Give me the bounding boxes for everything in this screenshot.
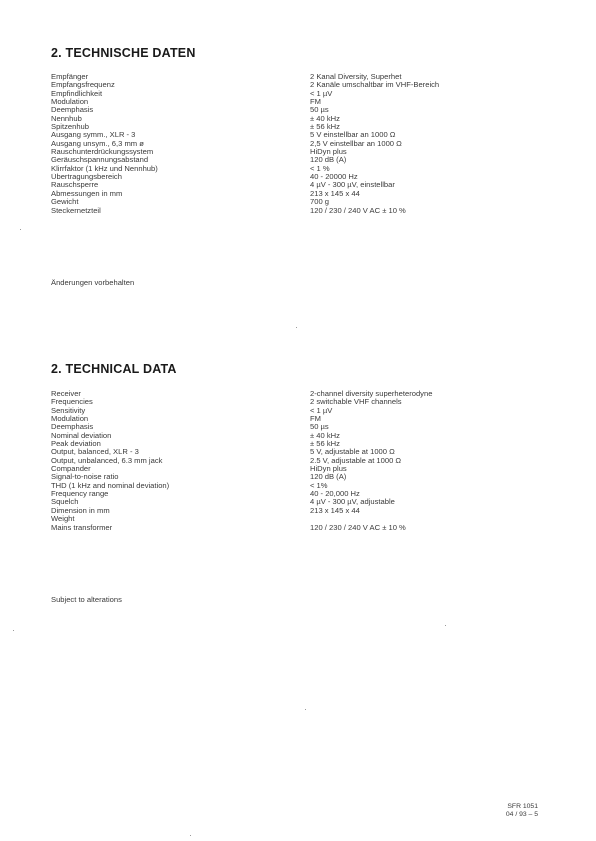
spec-label: Dimension in mm bbox=[51, 506, 110, 515]
spec-label: Empfangsfrequenz bbox=[51, 81, 115, 90]
spec-value: 5 V, adjustable at 1000 Ω bbox=[310, 448, 395, 457]
spec-row bbox=[51, 415, 551, 423]
spec-value: < 1 µV bbox=[310, 89, 333, 98]
spec-value: < 1 µV bbox=[310, 406, 333, 415]
spec-label: Sensitivity bbox=[51, 406, 86, 415]
spec-label: Ausgang symm., XLR - 3 bbox=[51, 131, 136, 140]
page-footer bbox=[506, 803, 538, 819]
spec-label: Empfänger bbox=[51, 73, 89, 81]
spec-value: ± 40 kHz bbox=[310, 114, 340, 123]
spec-label: Compander bbox=[51, 465, 91, 474]
spec-label: Rauschsperre bbox=[51, 181, 99, 190]
spec-value: 213 x 145 x 44 bbox=[310, 189, 360, 198]
spec-label: Übertragungsbereich bbox=[51, 173, 122, 182]
spec-value: HiDyn plus bbox=[310, 465, 347, 474]
spec-row bbox=[51, 515, 551, 523]
spec-row bbox=[51, 440, 551, 448]
spec-row bbox=[51, 73, 551, 81]
model-number: SFR 1051 bbox=[507, 803, 538, 810]
spec-row bbox=[51, 106, 551, 114]
english-section-heading: 2. TECHNICAL DATA bbox=[51, 362, 177, 376]
spec-label: Squelch bbox=[51, 498, 79, 507]
spec-label: Output, balanced, XLR - 3 bbox=[51, 448, 139, 457]
spec-label: Frequency range bbox=[51, 490, 109, 499]
german-spec-table bbox=[51, 73, 551, 215]
spec-value: ± 56 kHz bbox=[310, 123, 340, 132]
spec-label: Geräuschspannungsabstand bbox=[51, 156, 149, 165]
spec-value: HiDyn plus bbox=[310, 148, 347, 157]
spec-row bbox=[51, 432, 551, 440]
spec-row bbox=[51, 156, 551, 164]
spec-value: 700 g bbox=[310, 198, 330, 207]
spec-value: 2-channel diversity superheterodyne bbox=[310, 390, 433, 398]
page-number: 04 / 93 – 5 bbox=[505, 811, 538, 818]
spec-value: ± 56 kHz bbox=[310, 440, 340, 449]
spec-row bbox=[51, 181, 551, 189]
spec-row bbox=[51, 90, 551, 98]
english-spec-table bbox=[51, 390, 551, 532]
spec-value: 2 Kanal Diversity, Superhet bbox=[310, 73, 402, 81]
spec-label: Spitzenhub bbox=[51, 123, 89, 132]
spec-row bbox=[51, 207, 551, 215]
spec-row bbox=[51, 507, 551, 515]
spec-label: Nominal deviation bbox=[51, 431, 112, 440]
spec-value: 4 µV - 300 µV, einstellbar bbox=[310, 181, 395, 190]
spec-row bbox=[51, 115, 551, 123]
spec-row bbox=[51, 173, 551, 181]
spec-value: 50 µs bbox=[310, 423, 329, 432]
spec-row bbox=[51, 407, 551, 415]
spec-value: 2.5 V, adjustable at 1000 Ω bbox=[310, 456, 402, 465]
german-section-heading: 2. TECHNISCHE DATEN bbox=[51, 46, 196, 60]
scan-speck bbox=[445, 625, 446, 626]
spec-row bbox=[51, 98, 551, 106]
spec-row bbox=[51, 148, 551, 156]
spec-row bbox=[51, 190, 551, 198]
spec-value: FM bbox=[310, 98, 321, 107]
spec-row bbox=[51, 390, 551, 398]
spec-label: Gewicht bbox=[51, 198, 79, 207]
spec-label: Frequencies bbox=[51, 398, 93, 407]
spec-row bbox=[51, 465, 551, 473]
spec-row bbox=[51, 457, 551, 465]
spec-label: Empfindlichkeit bbox=[51, 89, 103, 98]
spec-label: THD (1 kHz and nominal deviation) bbox=[51, 481, 170, 490]
spec-row bbox=[51, 140, 551, 148]
spec-row bbox=[51, 131, 551, 139]
spec-label: Peak deviation bbox=[51, 440, 101, 449]
spec-value: < 1% bbox=[310, 481, 328, 490]
scan-speck bbox=[296, 327, 297, 328]
spec-label: Weight bbox=[51, 515, 75, 524]
spec-value: 2 Kanäle umschaltbar im VHF-Bereich bbox=[310, 81, 440, 90]
scan-speck bbox=[190, 835, 191, 836]
spec-row bbox=[51, 482, 551, 490]
spec-row bbox=[51, 448, 551, 456]
spec-value: 120 dB (A) bbox=[310, 473, 347, 482]
spec-row bbox=[51, 473, 551, 481]
spec-value: 4 µV - 300 µV, adjustable bbox=[310, 498, 395, 507]
spec-value: 120 / 230 / 240 V AC ± 10 % bbox=[310, 523, 406, 532]
spec-value: < 1 % bbox=[310, 164, 330, 173]
spec-label: Steckernetzteil bbox=[51, 206, 101, 215]
spec-label: Signal-to-noise ratio bbox=[51, 473, 119, 482]
spec-label: Modulation bbox=[51, 98, 89, 107]
spec-row bbox=[51, 123, 551, 131]
spec-row bbox=[51, 498, 551, 506]
spec-row bbox=[51, 81, 551, 89]
spec-row bbox=[51, 423, 551, 431]
english-change-note: Subject to alterations bbox=[51, 595, 122, 604]
spec-value: 5 V einstellbar an 1000 Ω bbox=[310, 131, 396, 140]
scan-speck bbox=[305, 709, 306, 710]
spec-label: Klirrfaktor (1 kHz und Nennhub) bbox=[51, 164, 158, 173]
spec-label: Modulation bbox=[51, 415, 89, 424]
spec-label: Nennhub bbox=[51, 114, 82, 123]
spec-value bbox=[310, 515, 551, 523]
spec-value: 2,5 V einstellbar an 1000 Ω bbox=[310, 139, 402, 148]
scan-speck bbox=[20, 229, 21, 230]
spec-row bbox=[51, 165, 551, 173]
spec-value: ± 40 kHz bbox=[310, 431, 340, 440]
spec-value: 213 x 145 x 44 bbox=[310, 506, 360, 515]
spec-row bbox=[51, 398, 551, 406]
spec-label: Receiver bbox=[51, 390, 81, 398]
spec-label: Deemphasis bbox=[51, 423, 94, 432]
spec-row bbox=[51, 490, 551, 498]
scan-speck bbox=[13, 630, 14, 631]
german-change-note: Änderungen vorbehalten bbox=[51, 278, 135, 287]
spec-label: Abmessungen in mm bbox=[51, 189, 123, 198]
spec-value: 2 switchable VHF channels bbox=[310, 398, 402, 407]
spec-value: 120 / 230 / 240 V AC ± 10 % bbox=[310, 206, 406, 215]
spec-label: Deemphasis bbox=[51, 106, 94, 115]
spec-value: FM bbox=[310, 415, 321, 424]
spec-value: 40 - 20,000 Hz bbox=[310, 490, 360, 499]
spec-value: 120 dB (A) bbox=[310, 156, 347, 165]
spec-value: 50 µs bbox=[310, 106, 329, 115]
spec-row bbox=[51, 198, 551, 206]
spec-label: Output, unbalanced, 6.3 mm jack bbox=[51, 456, 163, 465]
spec-row bbox=[51, 524, 551, 532]
spec-value: 40 - 20000 Hz bbox=[310, 173, 358, 182]
spec-label: Rauschunterdrückungssystem bbox=[51, 148, 154, 157]
spec-label: Ausgang unsym., 6,3 mm ø bbox=[51, 139, 144, 148]
spec-label: Mains transformer bbox=[51, 523, 113, 532]
